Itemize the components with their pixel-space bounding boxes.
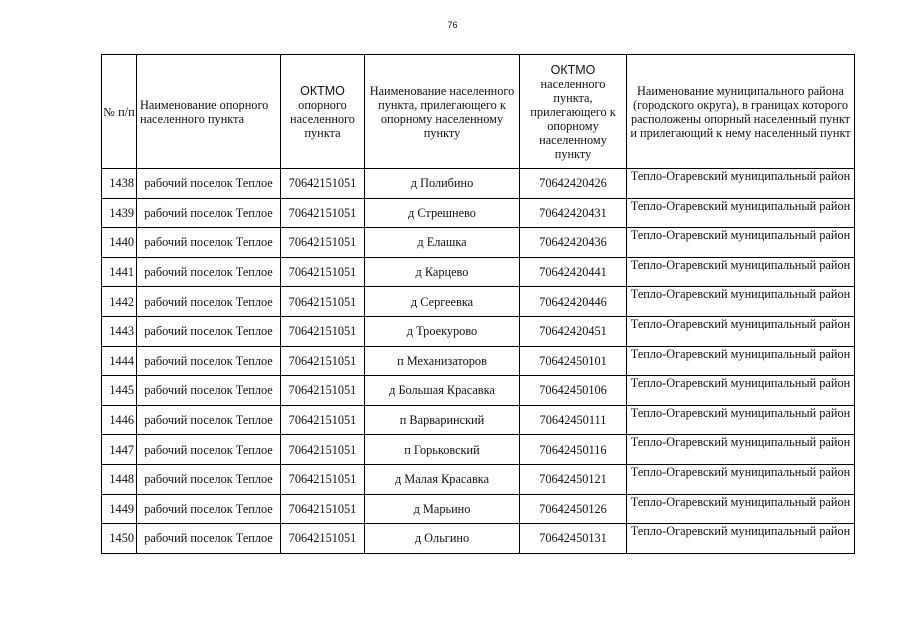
cell-adjacent-oktmo: 70642420426 xyxy=(520,169,627,199)
header-adjacent-oktmo-title: ОКТМО xyxy=(550,62,596,77)
cell-num: 1447 xyxy=(102,435,137,465)
cell-region: Тепло-Огаревский муниципальный район xyxy=(627,228,855,258)
cell-region: Тепло-Огаревский муниципальный район xyxy=(627,524,855,554)
cell-support: рабочий поселок Теплое xyxy=(137,169,281,199)
page-number: 76 xyxy=(447,20,458,30)
cell-support-oktmo: 70642151051 xyxy=(281,405,365,435)
table-body xyxy=(102,169,855,554)
table-row xyxy=(102,464,855,494)
header-adjacent-name: Наименование населенного пункта, прилегающего к опорному населенному пункту xyxy=(365,55,520,169)
table-row xyxy=(102,435,855,465)
header-support-name: Наименование опорного населенного пункта xyxy=(137,55,281,169)
cell-adjacent: д Большая Красавка xyxy=(365,376,520,406)
cell-support-oktmo: 70642151051 xyxy=(281,287,365,317)
table-row xyxy=(102,405,855,435)
cell-support: рабочий поселок Теплое xyxy=(137,435,281,465)
table-row xyxy=(102,198,855,228)
cell-region: Тепло-Огаревский муниципальный район xyxy=(627,464,855,494)
cell-support: рабочий поселок Теплое xyxy=(137,228,281,258)
settlements-table xyxy=(101,54,855,554)
cell-adjacent: п Механизаторов xyxy=(365,346,520,376)
cell-adjacent-oktmo: 70642420436 xyxy=(520,228,627,258)
cell-support: рабочий поселок Теплое xyxy=(137,316,281,346)
cell-support: рабочий поселок Теплое xyxy=(137,524,281,554)
cell-adjacent: д Марьино xyxy=(365,494,520,524)
header-support-oktmo xyxy=(281,55,365,169)
cell-support: рабочий поселок Теплое xyxy=(137,464,281,494)
cell-adjacent-oktmo: 70642450116 xyxy=(520,435,627,465)
cell-support-oktmo: 70642151051 xyxy=(281,169,365,199)
cell-num: 1441 xyxy=(102,257,137,287)
cell-adjacent: д Карцево xyxy=(365,257,520,287)
cell-num: 1449 xyxy=(102,494,137,524)
header-adjacent-oktmo-rest: населенного пункта, прилегающего к опорному населенному пункту xyxy=(530,76,616,161)
cell-adjacent: д Полибино xyxy=(365,169,520,199)
cell-support: рабочий поселок Теплое xyxy=(137,257,281,287)
cell-adjacent-oktmo: 70642420446 xyxy=(520,287,627,317)
cell-support-oktmo: 70642151051 xyxy=(281,464,365,494)
cell-adjacent: д Елашка xyxy=(365,228,520,258)
cell-region: Тепло-Огаревский муниципальный район xyxy=(627,405,855,435)
cell-adjacent-oktmo: 70642450106 xyxy=(520,376,627,406)
cell-support-oktmo: 70642151051 xyxy=(281,494,365,524)
cell-adjacent: д Троекурово xyxy=(365,316,520,346)
cell-region: Тепло-Огаревский муниципальный район xyxy=(627,169,855,199)
table-row xyxy=(102,494,855,524)
cell-adjacent-oktmo: 70642420431 xyxy=(520,198,627,228)
table-row xyxy=(102,287,855,317)
cell-adjacent-oktmo: 70642420441 xyxy=(520,257,627,287)
cell-support-oktmo: 70642151051 xyxy=(281,316,365,346)
cell-adjacent: д Сергеевка xyxy=(365,287,520,317)
table-row xyxy=(102,228,855,258)
cell-support: рабочий поселок Теплое xyxy=(137,346,281,376)
cell-num: 1443 xyxy=(102,316,137,346)
cell-adjacent-oktmo: 70642450111 xyxy=(520,405,627,435)
cell-adjacent-oktmo: 70642450131 xyxy=(520,524,627,554)
header-region: Наименование муниципального района (городского округа), в границах которого расположены опорный населенный пункт и прилегающий к нему населенный пункт xyxy=(627,55,855,169)
table-header xyxy=(102,55,855,169)
cell-adjacent-oktmo: 70642450101 xyxy=(520,346,627,376)
cell-support-oktmo: 70642151051 xyxy=(281,228,365,258)
table-row xyxy=(102,524,855,554)
table-row xyxy=(102,376,855,406)
cell-region: Тепло-Огаревский муниципальный район xyxy=(627,198,855,228)
cell-support-oktmo: 70642151051 xyxy=(281,435,365,465)
cell-adjacent: п Варваринский xyxy=(365,405,520,435)
cell-num: 1440 xyxy=(102,228,137,258)
cell-region: Тепло-Огаревский муниципальный район xyxy=(627,346,855,376)
cell-num: 1444 xyxy=(102,346,137,376)
cell-region: Тепло-Огаревский муниципальный район xyxy=(627,287,855,317)
cell-adjacent: д Ольгино xyxy=(365,524,520,554)
cell-support: рабочий поселок Теплое xyxy=(137,198,281,228)
cell-support: рабочий поселок Теплое xyxy=(137,494,281,524)
cell-region: Тепло-Огаревский муниципальный район xyxy=(627,376,855,406)
cell-support: рабочий поселок Теплое xyxy=(137,405,281,435)
cell-adjacent-oktmo: 70642420451 xyxy=(520,316,627,346)
cell-num: 1446 xyxy=(102,405,137,435)
cell-support-oktmo: 70642151051 xyxy=(281,524,365,554)
cell-support: рабочий поселок Теплое xyxy=(137,287,281,317)
cell-support: рабочий поселок Теплое xyxy=(137,376,281,406)
cell-region: Тепло-Огаревский муниципальный район xyxy=(627,316,855,346)
cell-num: 1438 xyxy=(102,169,137,199)
header-support-oktmo-title: ОКТМО xyxy=(300,83,345,98)
cell-region: Тепло-Огаревский муниципальный район xyxy=(627,257,855,287)
cell-num: 1450 xyxy=(102,524,137,554)
table-row xyxy=(102,169,855,199)
cell-adjacent-oktmo: 70642450126 xyxy=(520,494,627,524)
cell-num: 1445 xyxy=(102,376,137,406)
cell-adjacent: п Горьковский xyxy=(365,435,520,465)
cell-region: Тепло-Огаревский муниципальный район xyxy=(627,435,855,465)
cell-support-oktmo: 70642151051 xyxy=(281,376,365,406)
header-support-oktmo-rest: опорного населенного пункта xyxy=(290,97,355,140)
cell-num: 1442 xyxy=(102,287,137,317)
cell-num: 1448 xyxy=(102,464,137,494)
table-row xyxy=(102,346,855,376)
table-row xyxy=(102,316,855,346)
header-adjacent-oktmo xyxy=(520,55,627,169)
cell-support-oktmo: 70642151051 xyxy=(281,346,365,376)
cell-adjacent: д Стрешнево xyxy=(365,198,520,228)
cell-region: Тепло-Огаревский муниципальный район xyxy=(627,494,855,524)
cell-adjacent: д Малая Красавка xyxy=(365,464,520,494)
header-num: № п/п xyxy=(102,55,137,169)
table-row xyxy=(102,257,855,287)
cell-adjacent-oktmo: 70642450121 xyxy=(520,464,627,494)
cell-support-oktmo: 70642151051 xyxy=(281,198,365,228)
cell-num: 1439 xyxy=(102,198,137,228)
cell-support-oktmo: 70642151051 xyxy=(281,257,365,287)
